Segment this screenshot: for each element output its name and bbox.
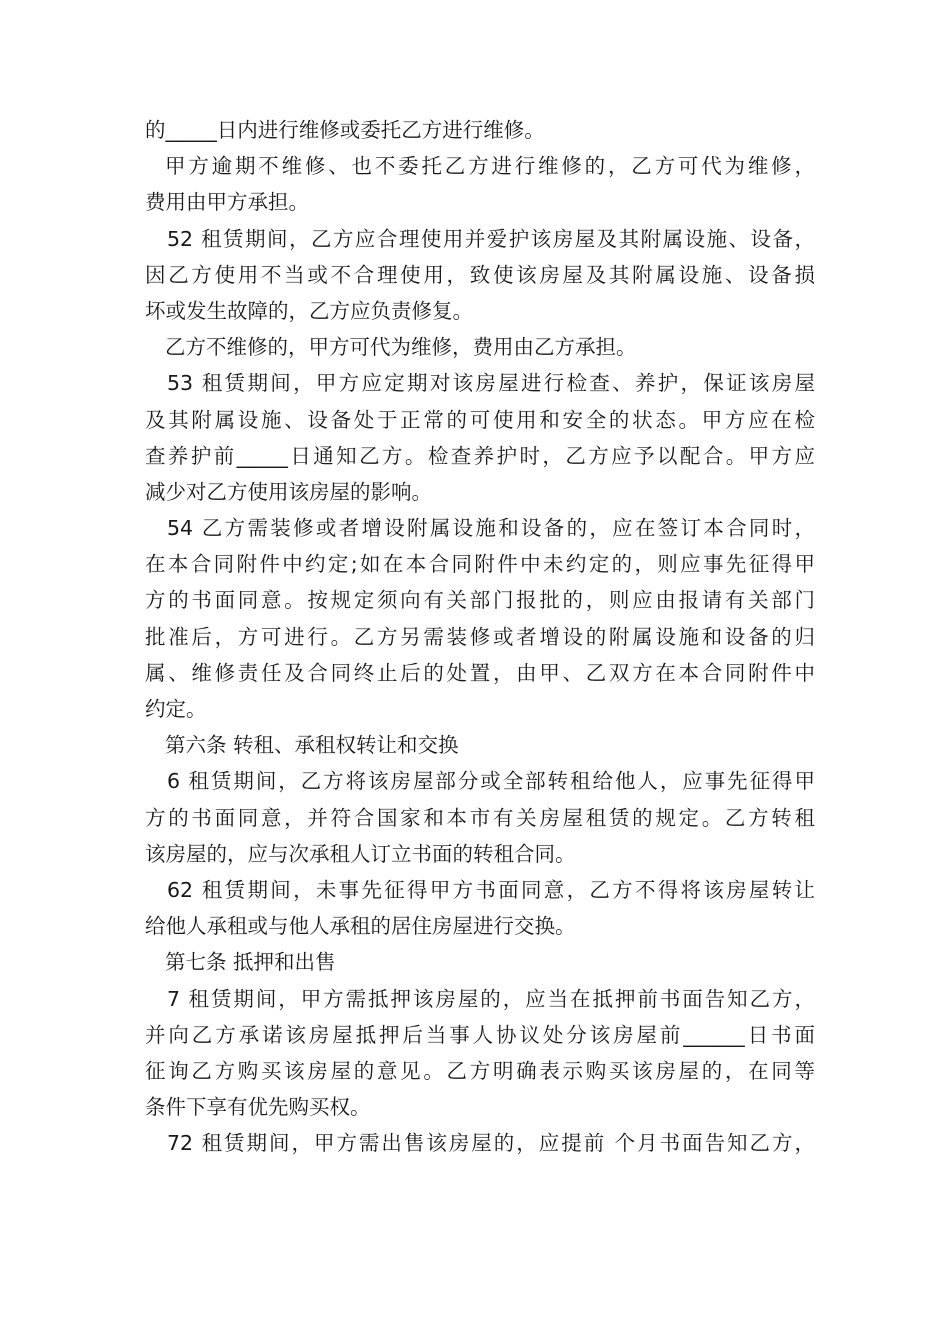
text-line: 乙方不维修的，甲方可代为维修，费用由乙方承担。 xyxy=(165,335,637,360)
text-line: 52 租赁期间，乙方应合理使用并爱护该房屋及其附属设施、设备， xyxy=(167,226,815,251)
text-line: 条件下享有优先购买权。 xyxy=(145,1095,371,1120)
text-line: 72 租赁期间，甲方需出售该房屋的，应提前 个月书面告知乙方， xyxy=(167,1131,815,1156)
text-line: 54 乙方需装修或者增设附属设施和设备的，应在签订本合同时， xyxy=(167,516,815,541)
text-line: 53 租赁期间，甲方应定期对该房屋进行检查、养护，保证该房屋 xyxy=(167,371,815,396)
text-line: 因乙方使用不当或不合理使用，致使该房屋及其附属设施、设备损 xyxy=(145,262,815,287)
text-line: 坏或发生故障的，乙方应负责修复。 xyxy=(145,298,473,323)
section-heading: 第七条 抵押和出售 xyxy=(165,950,336,975)
text-line: 的_____日内进行维修或委托乙方进行维修。 xyxy=(145,118,545,142)
text-line: 费用由甲方承担。 xyxy=(145,190,309,215)
text-line: 6 租赁期间，乙方将该房屋部分或全部转租给他人，应事先征得甲 xyxy=(167,769,815,794)
text-line: 7 租赁期间，甲方需抵押该房屋的，应当在抵押前书面告知乙方， xyxy=(167,986,815,1011)
section-heading: 第六条 转租、承租权转让和交换 xyxy=(165,733,459,758)
text-line: 62 租赁期间，未事先征得甲方书面同意，乙方不得将该房屋转让 xyxy=(167,877,815,902)
text-line: 查养护前_____日通知乙方。检查养护时，乙方应予以配合。甲方应 xyxy=(145,443,815,468)
text-line: 方的书面同意。按规定须向有关部门报批的，则应由报请有关部门 xyxy=(145,588,815,613)
text-line: 方的书面同意，并符合国家和本市有关房屋租赁的规定。乙方转租 xyxy=(145,805,815,830)
text-line: 在本合同附件中约定;如在本合同附件中未约定的，则应事先征得甲 xyxy=(145,552,815,577)
text-line: 征询乙方购买该房屋的意见。乙方明确表示购买该房屋的，在同等 xyxy=(145,1058,815,1083)
text-line: 属、维修责任及合同终止后的处置，由甲、乙双方在本合同附件中 xyxy=(145,660,815,685)
document-body xyxy=(145,112,815,1161)
text-line: 减少对乙方使用该房屋的影响。 xyxy=(145,479,432,504)
text-line: 及其附属设施、设备处于正常的可使用和安全的状态。甲方应在检 xyxy=(145,407,815,432)
text-line: 批准后，方可进行。乙方另需装修或者增设的附属设施和设备的归 xyxy=(145,624,815,649)
text-line: 该房屋的，应与次承租人订立书面的转租合同。 xyxy=(145,841,576,866)
text-line: 给他人承租或与他人承租的居住房屋进行交换。 xyxy=(145,914,576,939)
text-line: 并向乙方承诺该房屋抵押后当事人协议处分该房屋前______日书面 xyxy=(145,1022,815,1047)
text-line: 甲方逾期不维修、也不委托乙方进行维修的，乙方可代为维修， xyxy=(165,154,815,179)
text-line: 约定。 xyxy=(145,697,207,721)
